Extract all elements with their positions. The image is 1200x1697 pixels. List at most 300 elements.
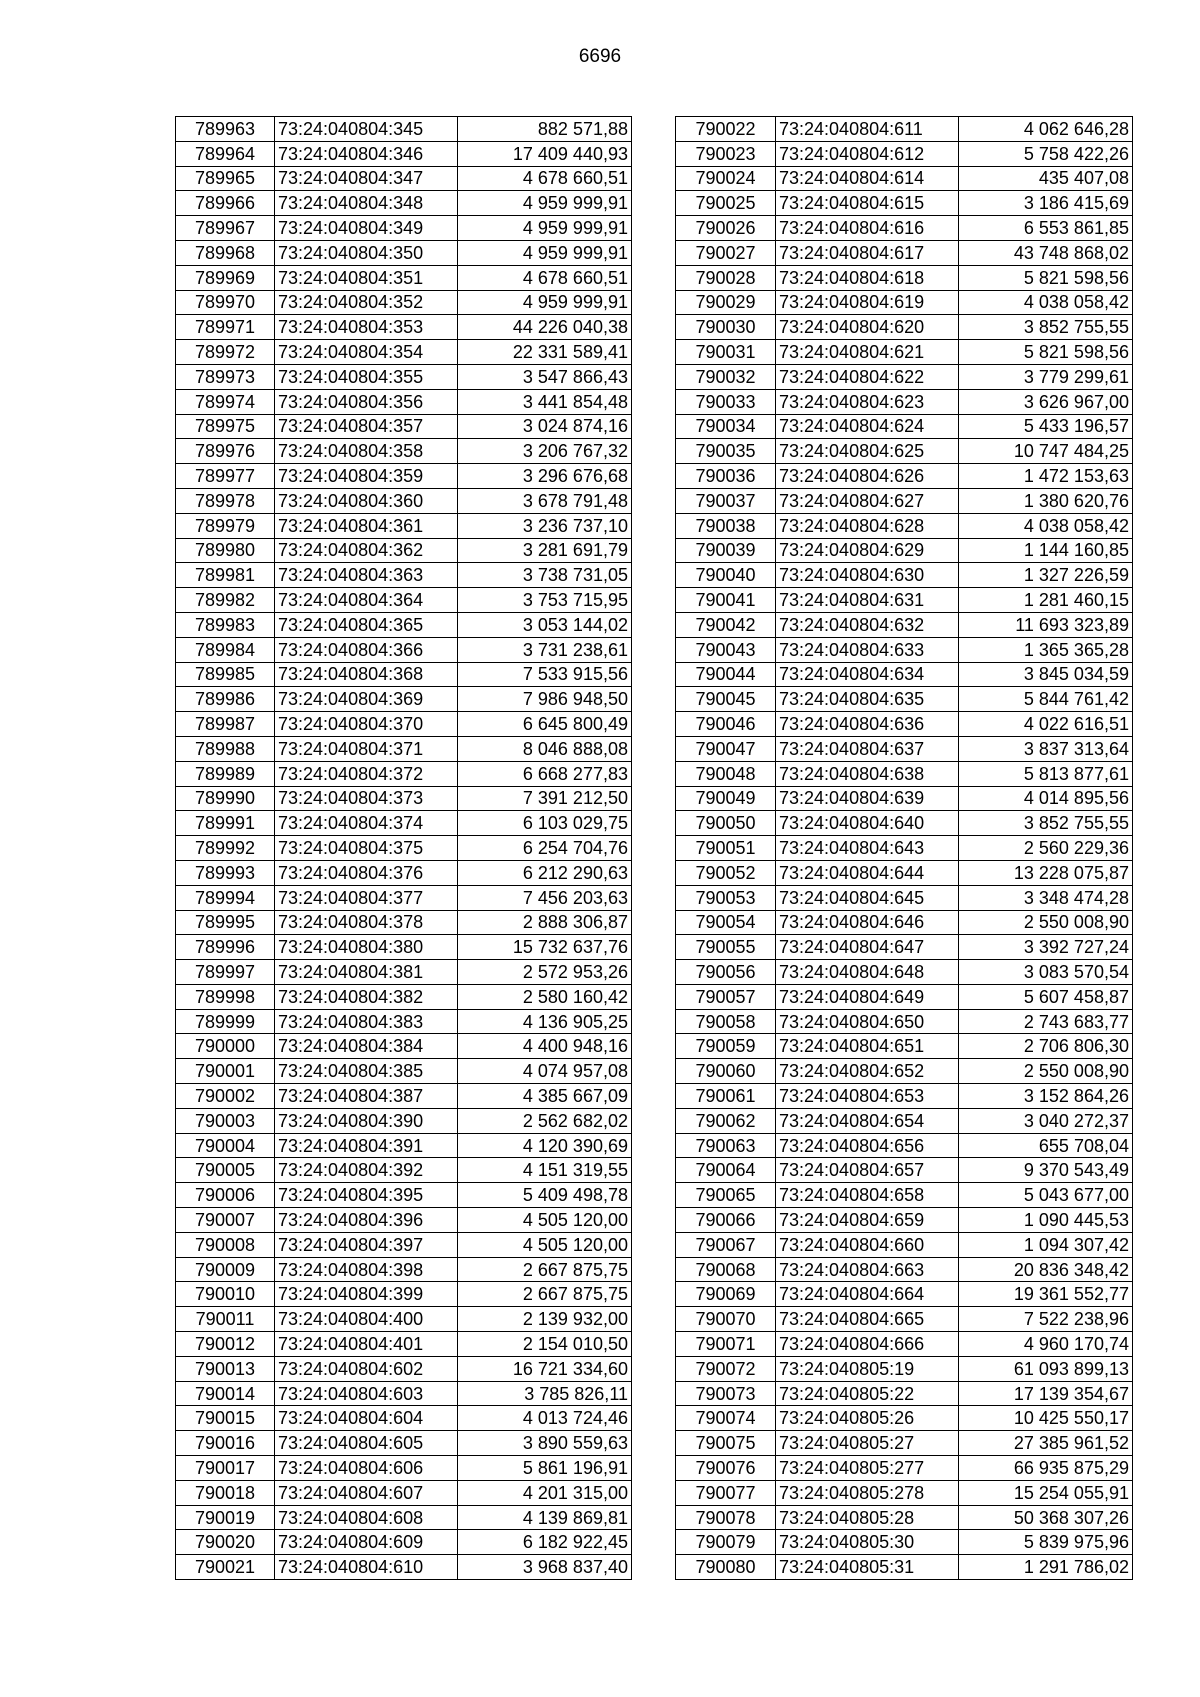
table-row bbox=[676, 1530, 1133, 1555]
row-number-cell: 790009 bbox=[176, 1257, 275, 1282]
value-cell: 4 505 120,00 bbox=[458, 1232, 632, 1257]
value-cell: 4 201 315,00 bbox=[458, 1480, 632, 1505]
row-number-cell: 790004 bbox=[176, 1133, 275, 1158]
cadastral-number-cell: 73:24:040804:656 bbox=[776, 1133, 959, 1158]
cadastral-number-cell: 73:24:040804:666 bbox=[776, 1332, 959, 1357]
table-row bbox=[676, 1505, 1133, 1530]
cadastral-number-cell: 73:24:040804:609 bbox=[275, 1530, 458, 1555]
cadastral-number-cell: 73:24:040804:634 bbox=[776, 662, 959, 687]
value-cell: 66 935 875,29 bbox=[959, 1456, 1133, 1481]
cadastral-number-cell: 73:24:040804:631 bbox=[776, 588, 959, 613]
cadastral-number-cell: 73:24:040804:621 bbox=[776, 340, 959, 365]
table-row bbox=[676, 1282, 1133, 1307]
value-cell: 2 562 682,02 bbox=[458, 1108, 632, 1133]
row-number-cell: 789995 bbox=[176, 910, 275, 935]
cadastral-number-cell: 73:24:040804:382 bbox=[275, 984, 458, 1009]
table-row bbox=[176, 687, 632, 712]
cadastral-number-cell: 73:24:040804:604 bbox=[275, 1406, 458, 1431]
table-row bbox=[176, 860, 632, 885]
cadastral-number-cell: 73:24:040804:378 bbox=[275, 910, 458, 935]
cadastral-number-cell: 73:24:040804:626 bbox=[776, 464, 959, 489]
table-row bbox=[176, 1505, 632, 1530]
row-number-cell: 789983 bbox=[176, 612, 275, 637]
table-row bbox=[676, 1133, 1133, 1158]
value-cell: 6 553 861,85 bbox=[959, 216, 1133, 241]
row-number-cell: 790071 bbox=[676, 1332, 776, 1357]
row-number-cell: 789981 bbox=[176, 563, 275, 588]
row-number-cell: 790010 bbox=[176, 1282, 275, 1307]
table-row bbox=[176, 216, 632, 241]
table-row bbox=[176, 1009, 632, 1034]
table-row bbox=[176, 1282, 632, 1307]
value-cell: 1 472 153,63 bbox=[959, 464, 1133, 489]
value-cell: 2 550 008,90 bbox=[959, 1059, 1133, 1084]
row-number-cell: 790001 bbox=[176, 1059, 275, 1084]
table-row bbox=[176, 1406, 632, 1431]
row-number-cell: 790003 bbox=[176, 1108, 275, 1133]
row-number-cell: 790039 bbox=[676, 538, 776, 563]
row-number-cell: 790028 bbox=[676, 265, 776, 290]
value-cell: 4 139 869,81 bbox=[458, 1505, 632, 1530]
cadastral-number-cell: 73:24:040804:639 bbox=[776, 786, 959, 811]
value-cell: 3 968 837,40 bbox=[458, 1555, 632, 1580]
row-number-cell: 790020 bbox=[176, 1530, 275, 1555]
cadastral-number-cell: 73:24:040804:350 bbox=[275, 240, 458, 265]
cadastral-number-cell: 73:24:040804:356 bbox=[275, 389, 458, 414]
table-row bbox=[676, 1381, 1133, 1406]
table-row bbox=[176, 836, 632, 861]
value-cell: 3 441 854,48 bbox=[458, 389, 632, 414]
value-cell: 2 560 229,36 bbox=[959, 836, 1133, 861]
table-row bbox=[176, 240, 632, 265]
row-number-cell: 789997 bbox=[176, 960, 275, 985]
table-row bbox=[676, 488, 1133, 513]
table-row bbox=[676, 1332, 1133, 1357]
table-row bbox=[676, 117, 1133, 142]
row-number-cell: 789975 bbox=[176, 414, 275, 439]
row-number-cell: 790025 bbox=[676, 191, 776, 216]
row-number-cell: 790023 bbox=[676, 141, 776, 166]
table-row bbox=[176, 1356, 632, 1381]
row-number-cell: 790029 bbox=[676, 290, 776, 315]
row-number-cell: 790078 bbox=[676, 1505, 776, 1530]
cadastral-number-cell: 73:24:040804:357 bbox=[275, 414, 458, 439]
value-cell: 882 571,88 bbox=[458, 117, 632, 142]
cadastral-number-cell: 73:24:040804:652 bbox=[776, 1059, 959, 1084]
row-number-cell: 790006 bbox=[176, 1183, 275, 1208]
table-row bbox=[676, 1257, 1133, 1282]
row-number-cell: 790060 bbox=[676, 1059, 776, 1084]
table-row bbox=[676, 1208, 1133, 1233]
row-number-cell: 789994 bbox=[176, 885, 275, 910]
cadastral-number-cell: 73:24:040804:365 bbox=[275, 612, 458, 637]
value-cell: 5 844 761,42 bbox=[959, 687, 1133, 712]
row-number-cell: 790013 bbox=[176, 1356, 275, 1381]
value-cell: 19 361 552,77 bbox=[959, 1282, 1133, 1307]
table-row bbox=[176, 488, 632, 513]
row-number-cell: 789985 bbox=[176, 662, 275, 687]
table-row bbox=[176, 290, 632, 315]
row-number-cell: 790069 bbox=[676, 1282, 776, 1307]
value-cell: 17 409 440,93 bbox=[458, 141, 632, 166]
row-number-cell: 790073 bbox=[676, 1381, 776, 1406]
table-row bbox=[676, 1108, 1133, 1133]
table-row bbox=[176, 712, 632, 737]
row-number-cell: 790065 bbox=[676, 1183, 776, 1208]
left-register-table bbox=[175, 116, 632, 1580]
row-number-cell: 789965 bbox=[176, 166, 275, 191]
value-cell: 17 139 354,67 bbox=[959, 1381, 1133, 1406]
row-number-cell: 789969 bbox=[176, 265, 275, 290]
row-number-cell: 790051 bbox=[676, 836, 776, 861]
cadastral-number-cell: 73:24:040804:345 bbox=[275, 117, 458, 142]
table-row bbox=[176, 1232, 632, 1257]
table-row bbox=[176, 612, 632, 637]
table-row bbox=[676, 240, 1133, 265]
cadastral-number-cell: 73:24:040804:359 bbox=[275, 464, 458, 489]
cadastral-number-cell: 73:24:040804:384 bbox=[275, 1034, 458, 1059]
row-number-cell: 789990 bbox=[176, 786, 275, 811]
cadastral-number-cell: 73:24:040804:645 bbox=[776, 885, 959, 910]
row-number-cell: 789973 bbox=[176, 364, 275, 389]
table-row bbox=[176, 439, 632, 464]
value-cell: 3 024 874,16 bbox=[458, 414, 632, 439]
table-row bbox=[176, 117, 632, 142]
value-cell: 50 368 307,26 bbox=[959, 1505, 1133, 1530]
row-number-cell: 790035 bbox=[676, 439, 776, 464]
cadastral-number-cell: 73:24:040804:372 bbox=[275, 761, 458, 786]
value-cell: 4 959 999,91 bbox=[458, 240, 632, 265]
cadastral-number-cell: 73:24:040804:390 bbox=[275, 1108, 458, 1133]
row-number-cell: 789986 bbox=[176, 687, 275, 712]
value-cell: 3 152 864,26 bbox=[959, 1084, 1133, 1109]
row-number-cell: 790032 bbox=[676, 364, 776, 389]
row-number-cell: 790058 bbox=[676, 1009, 776, 1034]
cadastral-number-cell: 73:24:040804:651 bbox=[776, 1034, 959, 1059]
table-row bbox=[676, 1183, 1133, 1208]
row-number-cell: 790019 bbox=[176, 1505, 275, 1530]
table-row bbox=[676, 1084, 1133, 1109]
value-cell: 6 668 277,83 bbox=[458, 761, 632, 786]
cadastral-number-cell: 73:24:040804:347 bbox=[275, 166, 458, 191]
table-row bbox=[176, 191, 632, 216]
cadastral-number-cell: 73:24:040804:385 bbox=[275, 1059, 458, 1084]
table-row bbox=[176, 1257, 632, 1282]
cadastral-number-cell: 73:24:040805:28 bbox=[776, 1505, 959, 1530]
table-row bbox=[676, 960, 1133, 985]
cadastral-number-cell: 73:24:040804:368 bbox=[275, 662, 458, 687]
row-number-cell: 790061 bbox=[676, 1084, 776, 1109]
table-row bbox=[676, 687, 1133, 712]
cadastral-number-cell: 73:24:040804:611 bbox=[776, 117, 959, 142]
table-row bbox=[676, 1158, 1133, 1183]
row-number-cell: 790002 bbox=[176, 1084, 275, 1109]
cadastral-number-cell: 73:24:040804:352 bbox=[275, 290, 458, 315]
value-cell: 3 852 755,55 bbox=[959, 315, 1133, 340]
row-number-cell: 789970 bbox=[176, 290, 275, 315]
value-cell: 6 645 800,49 bbox=[458, 712, 632, 737]
table-row bbox=[676, 1480, 1133, 1505]
value-cell: 4 120 390,69 bbox=[458, 1133, 632, 1158]
value-cell: 2 667 875,75 bbox=[458, 1257, 632, 1282]
cadastral-number-cell: 73:24:040804:622 bbox=[776, 364, 959, 389]
cadastral-number-cell: 73:24:040804:612 bbox=[776, 141, 959, 166]
row-number-cell: 790027 bbox=[676, 240, 776, 265]
cadastral-number-cell: 73:24:040804:354 bbox=[275, 340, 458, 365]
table-row bbox=[676, 1307, 1133, 1332]
table-row bbox=[676, 538, 1133, 563]
cadastral-number-cell: 73:24:040804:657 bbox=[776, 1158, 959, 1183]
table-row bbox=[176, 1208, 632, 1233]
value-cell: 4 038 058,42 bbox=[959, 290, 1133, 315]
table-row bbox=[176, 1530, 632, 1555]
cadastral-number-cell: 73:24:040804:625 bbox=[776, 439, 959, 464]
value-cell: 10 747 484,25 bbox=[959, 439, 1133, 464]
value-cell: 4 013 724,46 bbox=[458, 1406, 632, 1431]
value-cell: 4 014 895,56 bbox=[959, 786, 1133, 811]
value-cell: 5 043 677,00 bbox=[959, 1183, 1133, 1208]
cadastral-number-cell: 73:24:040804:623 bbox=[776, 389, 959, 414]
value-cell: 3 236 737,10 bbox=[458, 513, 632, 538]
cadastral-number-cell: 73:24:040805:277 bbox=[776, 1456, 959, 1481]
cadastral-number-cell: 73:24:040804:346 bbox=[275, 141, 458, 166]
row-number-cell: 790048 bbox=[676, 761, 776, 786]
row-number-cell: 789967 bbox=[176, 216, 275, 241]
value-cell: 3 186 415,69 bbox=[959, 191, 1133, 216]
row-number-cell: 790034 bbox=[676, 414, 776, 439]
table-row bbox=[676, 588, 1133, 613]
table-row bbox=[176, 960, 632, 985]
value-cell: 5 821 598,56 bbox=[959, 340, 1133, 365]
value-cell: 4 959 999,91 bbox=[458, 216, 632, 241]
table-row bbox=[676, 464, 1133, 489]
value-cell: 5 861 196,91 bbox=[458, 1456, 632, 1481]
cadastral-number-cell: 73:24:040804:638 bbox=[776, 761, 959, 786]
cadastral-number-cell: 73:24:040804:633 bbox=[776, 637, 959, 662]
table-row bbox=[176, 811, 632, 836]
table-row bbox=[676, 563, 1133, 588]
value-cell: 1 380 620,76 bbox=[959, 488, 1133, 513]
table-row bbox=[176, 984, 632, 1009]
row-number-cell: 790066 bbox=[676, 1208, 776, 1233]
value-cell: 3 678 791,48 bbox=[458, 488, 632, 513]
row-number-cell: 790005 bbox=[176, 1158, 275, 1183]
row-number-cell: 790044 bbox=[676, 662, 776, 687]
cadastral-number-cell: 73:24:040804:630 bbox=[776, 563, 959, 588]
row-number-cell: 789982 bbox=[176, 588, 275, 613]
table-row bbox=[676, 1406, 1133, 1431]
cadastral-number-cell: 73:24:040804:663 bbox=[776, 1257, 959, 1282]
value-cell: 2 706 806,30 bbox=[959, 1034, 1133, 1059]
value-cell: 1 281 460,15 bbox=[959, 588, 1133, 613]
cadastral-number-cell: 73:24:040804:618 bbox=[776, 265, 959, 290]
cadastral-number-cell: 73:24:040804:383 bbox=[275, 1009, 458, 1034]
table-row bbox=[176, 1158, 632, 1183]
row-number-cell: 790047 bbox=[676, 736, 776, 761]
value-cell: 5 813 877,61 bbox=[959, 761, 1133, 786]
row-number-cell: 789968 bbox=[176, 240, 275, 265]
value-cell: 1 090 445,53 bbox=[959, 1208, 1133, 1233]
table-row bbox=[676, 761, 1133, 786]
row-number-cell: 790076 bbox=[676, 1456, 776, 1481]
row-number-cell: 789976 bbox=[176, 439, 275, 464]
right-register-table bbox=[675, 116, 1133, 1580]
table-row bbox=[176, 513, 632, 538]
row-number-cell: 789971 bbox=[176, 315, 275, 340]
table-row bbox=[176, 1307, 632, 1332]
table-row bbox=[676, 860, 1133, 885]
value-cell: 3 083 570,54 bbox=[959, 960, 1133, 985]
table-row bbox=[676, 811, 1133, 836]
cadastral-number-cell: 73:24:040804:395 bbox=[275, 1183, 458, 1208]
row-number-cell: 790062 bbox=[676, 1108, 776, 1133]
value-cell: 5 839 975,96 bbox=[959, 1530, 1133, 1555]
value-cell: 43 748 868,02 bbox=[959, 240, 1133, 265]
table-row bbox=[176, 935, 632, 960]
row-number-cell: 790040 bbox=[676, 563, 776, 588]
row-number-cell: 790038 bbox=[676, 513, 776, 538]
table-row bbox=[176, 464, 632, 489]
table-row bbox=[176, 414, 632, 439]
table-row bbox=[176, 662, 632, 687]
value-cell: 3 053 144,02 bbox=[458, 612, 632, 637]
cadastral-number-cell: 73:24:040804:640 bbox=[776, 811, 959, 836]
value-cell: 2 888 306,87 bbox=[458, 910, 632, 935]
value-cell: 7 986 948,50 bbox=[458, 687, 632, 712]
cadastral-number-cell: 73:24:040804:647 bbox=[776, 935, 959, 960]
table-row bbox=[176, 1183, 632, 1208]
row-number-cell: 790014 bbox=[176, 1381, 275, 1406]
row-number-cell: 790041 bbox=[676, 588, 776, 613]
table-row bbox=[676, 637, 1133, 662]
cadastral-number-cell: 73:24:040804:654 bbox=[776, 1108, 959, 1133]
value-cell: 11 693 323,89 bbox=[959, 612, 1133, 637]
cadastral-number-cell: 73:24:040804:624 bbox=[776, 414, 959, 439]
cadastral-number-cell: 73:24:040804:358 bbox=[275, 439, 458, 464]
value-cell: 5 607 458,87 bbox=[959, 984, 1133, 1009]
table-row bbox=[176, 910, 632, 935]
row-number-cell: 790070 bbox=[676, 1307, 776, 1332]
value-cell: 5 409 498,78 bbox=[458, 1183, 632, 1208]
value-cell: 3 547 866,43 bbox=[458, 364, 632, 389]
value-cell: 7 456 203,63 bbox=[458, 885, 632, 910]
table-row bbox=[676, 439, 1133, 464]
table-row bbox=[176, 1431, 632, 1456]
row-number-cell: 789977 bbox=[176, 464, 275, 489]
cadastral-number-cell: 73:24:040804:607 bbox=[275, 1480, 458, 1505]
cadastral-number-cell: 73:24:040804:650 bbox=[776, 1009, 959, 1034]
table-row bbox=[176, 1480, 632, 1505]
table-row bbox=[676, 166, 1133, 191]
cadastral-number-cell: 73:24:040804:391 bbox=[275, 1133, 458, 1158]
value-cell: 20 836 348,42 bbox=[959, 1257, 1133, 1282]
cadastral-number-cell: 73:24:040804:660 bbox=[776, 1232, 959, 1257]
value-cell: 3 837 313,64 bbox=[959, 736, 1133, 761]
value-cell: 1 327 226,59 bbox=[959, 563, 1133, 588]
row-number-cell: 789978 bbox=[176, 488, 275, 513]
cadastral-number-cell: 73:24:040804:349 bbox=[275, 216, 458, 241]
cadastral-number-cell: 73:24:040804:628 bbox=[776, 513, 959, 538]
table-row bbox=[176, 538, 632, 563]
cadastral-number-cell: 73:24:040804:665 bbox=[776, 1307, 959, 1332]
row-number-cell: 790068 bbox=[676, 1257, 776, 1282]
table-row bbox=[676, 1431, 1133, 1456]
value-cell: 1 291 786,02 bbox=[959, 1555, 1133, 1580]
row-number-cell: 789966 bbox=[176, 191, 275, 216]
table-row bbox=[176, 1456, 632, 1481]
cadastral-number-cell: 73:24:040804:381 bbox=[275, 960, 458, 985]
row-number-cell: 790059 bbox=[676, 1034, 776, 1059]
table-row bbox=[676, 736, 1133, 761]
row-number-cell: 790037 bbox=[676, 488, 776, 513]
row-number-cell: 790054 bbox=[676, 910, 776, 935]
table-row bbox=[176, 885, 632, 910]
cadastral-number-cell: 73:24:040804:355 bbox=[275, 364, 458, 389]
cadastral-number-cell: 73:24:040804:636 bbox=[776, 712, 959, 737]
cadastral-number-cell: 73:24:040804:396 bbox=[275, 1208, 458, 1233]
table-row bbox=[676, 1059, 1133, 1084]
cadastral-number-cell: 73:24:040804:397 bbox=[275, 1232, 458, 1257]
value-cell: 2 580 160,42 bbox=[458, 984, 632, 1009]
cadastral-number-cell: 73:24:040804:376 bbox=[275, 860, 458, 885]
cadastral-number-cell: 73:24:040804:606 bbox=[275, 1456, 458, 1481]
cadastral-number-cell: 73:24:040804:610 bbox=[275, 1555, 458, 1580]
table-row bbox=[676, 340, 1133, 365]
row-number-cell: 790052 bbox=[676, 860, 776, 885]
value-cell: 6 103 029,75 bbox=[458, 811, 632, 836]
value-cell: 3 731 238,61 bbox=[458, 637, 632, 662]
row-number-cell: 790046 bbox=[676, 712, 776, 737]
cadastral-number-cell: 73:24:040804:377 bbox=[275, 885, 458, 910]
value-cell: 4 959 999,91 bbox=[458, 191, 632, 216]
row-number-cell: 789987 bbox=[176, 712, 275, 737]
cadastral-number-cell: 73:24:040804:401 bbox=[275, 1332, 458, 1357]
row-number-cell: 790050 bbox=[676, 811, 776, 836]
cadastral-number-cell: 73:24:040805:31 bbox=[776, 1555, 959, 1580]
table-row bbox=[176, 1084, 632, 1109]
value-cell: 44 226 040,38 bbox=[458, 315, 632, 340]
value-cell: 15 732 637,76 bbox=[458, 935, 632, 960]
table-row bbox=[676, 513, 1133, 538]
cadastral-number-cell: 73:24:040804:369 bbox=[275, 687, 458, 712]
value-cell: 3 779 299,61 bbox=[959, 364, 1133, 389]
table-row bbox=[676, 1356, 1133, 1381]
row-number-cell: 790053 bbox=[676, 885, 776, 910]
value-cell: 2 667 875,75 bbox=[458, 1282, 632, 1307]
value-cell: 3 392 727,24 bbox=[959, 935, 1133, 960]
row-number-cell: 790030 bbox=[676, 315, 776, 340]
row-number-cell: 790080 bbox=[676, 1555, 776, 1580]
cadastral-number-cell: 73:24:040804:605 bbox=[275, 1431, 458, 1456]
cadastral-number-cell: 73:24:040804:361 bbox=[275, 513, 458, 538]
row-number-cell: 789991 bbox=[176, 811, 275, 836]
row-number-cell: 790026 bbox=[676, 216, 776, 241]
table-row bbox=[676, 885, 1133, 910]
left-table-body bbox=[176, 117, 632, 1580]
value-cell: 16 721 334,60 bbox=[458, 1356, 632, 1381]
value-cell: 4 959 999,91 bbox=[458, 290, 632, 315]
value-cell: 3 281 691,79 bbox=[458, 538, 632, 563]
table-row bbox=[176, 637, 632, 662]
row-number-cell: 790031 bbox=[676, 340, 776, 365]
row-number-cell: 790045 bbox=[676, 687, 776, 712]
cadastral-number-cell: 73:24:040804:653 bbox=[776, 1084, 959, 1109]
value-cell: 3 738 731,05 bbox=[458, 563, 632, 588]
value-cell: 6 182 922,45 bbox=[458, 1530, 632, 1555]
cadastral-number-cell: 73:24:040804:602 bbox=[275, 1356, 458, 1381]
cadastral-number-cell: 73:24:040804:375 bbox=[275, 836, 458, 861]
value-cell: 1 144 160,85 bbox=[959, 538, 1133, 563]
